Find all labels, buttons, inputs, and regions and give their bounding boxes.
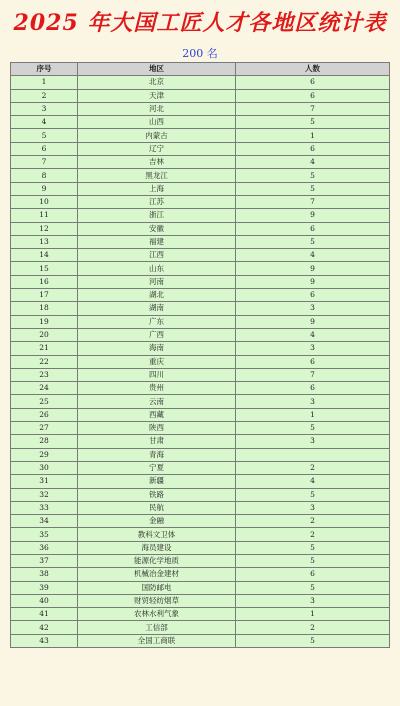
row-count-cell: 7 xyxy=(236,102,390,115)
row-index-cell: 3 xyxy=(11,102,78,115)
row-index-cell: 21 xyxy=(11,342,78,355)
row-count-cell: 6 xyxy=(236,222,390,235)
table-row xyxy=(11,621,390,634)
row-region-cell: 内蒙古 xyxy=(78,129,236,142)
table-row xyxy=(11,222,390,235)
table-row xyxy=(11,169,390,182)
row-count-cell: 3 xyxy=(236,342,390,355)
row-region-cell: 全国工商联 xyxy=(78,634,236,647)
table-row xyxy=(11,608,390,621)
table-row xyxy=(11,461,390,474)
table-row xyxy=(11,76,390,89)
table-row xyxy=(11,116,390,129)
row-region-cell: 海南 xyxy=(78,342,236,355)
row-index-cell: 30 xyxy=(11,461,78,474)
table-row xyxy=(11,368,390,381)
row-count-cell: 5 xyxy=(236,488,390,501)
table-row xyxy=(11,448,390,461)
column-header-count: 人数 xyxy=(236,63,390,76)
row-index-cell: 22 xyxy=(11,355,78,368)
row-index-cell: 28 xyxy=(11,435,78,448)
row-region-cell: 湖南 xyxy=(78,302,236,315)
row-index-cell: 23 xyxy=(11,368,78,381)
row-index-cell: 15 xyxy=(11,262,78,275)
row-index-cell: 9 xyxy=(11,182,78,195)
row-region-cell: 重庆 xyxy=(78,355,236,368)
row-index-cell: 18 xyxy=(11,302,78,315)
table-row xyxy=(11,395,390,408)
table-row xyxy=(11,528,390,541)
row-count-cell: 6 xyxy=(236,142,390,155)
table-row xyxy=(11,275,390,288)
row-region-cell: 江西 xyxy=(78,249,236,262)
row-index-cell: 6 xyxy=(11,142,78,155)
row-region-cell: 广西 xyxy=(78,328,236,341)
row-region-cell: 陕西 xyxy=(78,422,236,435)
row-index-cell: 40 xyxy=(11,594,78,607)
row-count-cell: 5 xyxy=(236,581,390,594)
row-count-cell: 5 xyxy=(236,116,390,129)
row-region-cell: 山西 xyxy=(78,116,236,129)
table-row xyxy=(11,488,390,501)
row-region-cell: 能源化学地质 xyxy=(78,554,236,567)
table-row xyxy=(11,581,390,594)
row-region-cell: 机械冶金建材 xyxy=(78,568,236,581)
page-subtitle: 200 名 xyxy=(182,47,218,60)
stats-table xyxy=(10,62,390,648)
row-count-cell: 6 xyxy=(236,76,390,89)
table-row xyxy=(11,408,390,421)
row-index-cell: 19 xyxy=(11,315,78,328)
row-index-cell: 5 xyxy=(11,129,78,142)
table-row xyxy=(11,195,390,208)
row-region-cell: 湖北 xyxy=(78,289,236,302)
row-region-cell: 辽宁 xyxy=(78,142,236,155)
row-region-cell: 山东 xyxy=(78,262,236,275)
row-region-cell: 西藏 xyxy=(78,408,236,421)
table-header-row xyxy=(11,63,390,76)
table-body xyxy=(11,76,390,648)
row-count-cell: 2 xyxy=(236,621,390,634)
table-row xyxy=(11,129,390,142)
row-region-cell: 天津 xyxy=(78,89,236,102)
row-region-cell: 国防邮电 xyxy=(78,581,236,594)
row-index-cell: 8 xyxy=(11,169,78,182)
table-row xyxy=(11,594,390,607)
row-region-cell: 新疆 xyxy=(78,475,236,488)
row-region-cell: 财贸轻纺烟草 xyxy=(78,594,236,607)
row-region-cell: 黑龙江 xyxy=(78,169,236,182)
row-index-cell: 16 xyxy=(11,275,78,288)
row-count-cell: 4 xyxy=(236,249,390,262)
row-region-cell: 金融 xyxy=(78,515,236,528)
table-row xyxy=(11,302,390,315)
row-index-cell: 29 xyxy=(11,448,78,461)
row-index-cell: 31 xyxy=(11,475,78,488)
row-region-cell: 工信部 xyxy=(78,621,236,634)
row-count-cell: 1 xyxy=(236,129,390,142)
row-index-cell: 20 xyxy=(11,328,78,341)
row-index-cell: 27 xyxy=(11,422,78,435)
row-index-cell: 39 xyxy=(11,581,78,594)
row-count-cell xyxy=(236,448,390,461)
row-index-cell: 1 xyxy=(11,76,78,89)
row-region-cell: 民航 xyxy=(78,501,236,514)
row-count-cell: 7 xyxy=(236,368,390,381)
row-region-cell: 北京 xyxy=(78,76,236,89)
row-region-cell: 云南 xyxy=(78,395,236,408)
row-count-cell: 9 xyxy=(236,315,390,328)
row-count-cell: 4 xyxy=(236,156,390,169)
table-row xyxy=(11,328,390,341)
row-index-cell: 43 xyxy=(11,634,78,647)
table-row xyxy=(11,342,390,355)
row-count-cell: 3 xyxy=(236,435,390,448)
row-index-cell: 41 xyxy=(11,608,78,621)
row-count-cell: 1 xyxy=(236,408,390,421)
row-count-cell: 3 xyxy=(236,594,390,607)
row-index-cell: 26 xyxy=(11,408,78,421)
table-row xyxy=(11,435,390,448)
row-index-cell: 33 xyxy=(11,501,78,514)
table-row xyxy=(11,315,390,328)
table-row xyxy=(11,289,390,302)
row-region-cell: 福建 xyxy=(78,235,236,248)
row-index-cell: 4 xyxy=(11,116,78,129)
table-row xyxy=(11,156,390,169)
table-row xyxy=(11,182,390,195)
row-region-cell: 吉林 xyxy=(78,156,236,169)
row-index-cell: 17 xyxy=(11,289,78,302)
table-row xyxy=(11,554,390,567)
row-count-cell: 9 xyxy=(236,262,390,275)
table-row xyxy=(11,89,390,102)
row-index-cell: 2 xyxy=(11,89,78,102)
table-row xyxy=(11,249,390,262)
row-index-cell: 24 xyxy=(11,382,78,395)
row-count-cell: 1 xyxy=(236,608,390,621)
row-region-cell: 甘肃 xyxy=(78,435,236,448)
row-region-cell: 上海 xyxy=(78,182,236,195)
row-count-cell: 6 xyxy=(236,382,390,395)
row-count-cell: 6 xyxy=(236,289,390,302)
row-count-cell: 6 xyxy=(236,568,390,581)
row-index-cell: 25 xyxy=(11,395,78,408)
row-region-cell: 广东 xyxy=(78,315,236,328)
row-region-cell: 河南 xyxy=(78,275,236,288)
row-index-cell: 38 xyxy=(11,568,78,581)
table-row xyxy=(11,568,390,581)
row-region-cell: 江苏 xyxy=(78,195,236,208)
row-region-cell: 铁路 xyxy=(78,488,236,501)
row-count-cell: 9 xyxy=(236,209,390,222)
row-count-cell: 5 xyxy=(236,554,390,567)
row-index-cell: 7 xyxy=(11,156,78,169)
table-row xyxy=(11,541,390,554)
table-row xyxy=(11,235,390,248)
table-row xyxy=(11,262,390,275)
row-region-cell: 贵州 xyxy=(78,382,236,395)
row-index-cell: 36 xyxy=(11,541,78,554)
row-index-cell: 34 xyxy=(11,515,78,528)
row-index-cell: 13 xyxy=(11,235,78,248)
row-count-cell: 5 xyxy=(236,422,390,435)
row-region-cell: 教科文卫体 xyxy=(78,528,236,541)
row-count-cell: 4 xyxy=(236,475,390,488)
column-header-index: 序号 xyxy=(11,63,78,76)
table-row xyxy=(11,102,390,115)
row-index-cell: 32 xyxy=(11,488,78,501)
row-region-cell: 青海 xyxy=(78,448,236,461)
table-row xyxy=(11,634,390,647)
row-index-cell: 11 xyxy=(11,209,78,222)
row-region-cell: 海员建设 xyxy=(78,541,236,554)
table-row xyxy=(11,475,390,488)
row-index-cell: 10 xyxy=(11,195,78,208)
row-count-cell: 5 xyxy=(236,235,390,248)
row-count-cell: 4 xyxy=(236,328,390,341)
row-count-cell: 2 xyxy=(236,515,390,528)
row-count-cell: 5 xyxy=(236,169,390,182)
table-row xyxy=(11,142,390,155)
table-row xyxy=(11,382,390,395)
column-header-region: 地区 xyxy=(78,63,236,76)
table-row xyxy=(11,355,390,368)
row-region-cell: 安徽 xyxy=(78,222,236,235)
row-count-cell: 7 xyxy=(236,195,390,208)
row-count-cell: 9 xyxy=(236,275,390,288)
row-region-cell: 宁夏 xyxy=(78,461,236,474)
row-count-cell: 5 xyxy=(236,541,390,554)
row-index-cell: 35 xyxy=(11,528,78,541)
row-index-cell: 42 xyxy=(11,621,78,634)
row-count-cell: 5 xyxy=(236,634,390,647)
row-count-cell: 5 xyxy=(236,182,390,195)
row-count-cell: 6 xyxy=(236,355,390,368)
row-index-cell: 14 xyxy=(11,249,78,262)
row-index-cell: 37 xyxy=(11,554,78,567)
row-region-cell: 四川 xyxy=(78,368,236,381)
row-count-cell: 6 xyxy=(236,89,390,102)
table-row xyxy=(11,422,390,435)
row-count-cell: 3 xyxy=(236,302,390,315)
row-region-cell: 浙江 xyxy=(78,209,236,222)
row-region-cell: 河北 xyxy=(78,102,236,115)
row-count-cell: 2 xyxy=(236,528,390,541)
row-count-cell: 3 xyxy=(236,501,390,514)
row-count-cell: 2 xyxy=(236,461,390,474)
row-index-cell: 12 xyxy=(11,222,78,235)
row-region-cell: 农林水利气象 xyxy=(78,608,236,621)
table-row xyxy=(11,209,390,222)
table-row xyxy=(11,515,390,528)
page-title: 2025 年大国工匠人才各地区统计表 xyxy=(13,10,387,36)
table-row xyxy=(11,501,390,514)
row-count-cell: 3 xyxy=(236,395,390,408)
